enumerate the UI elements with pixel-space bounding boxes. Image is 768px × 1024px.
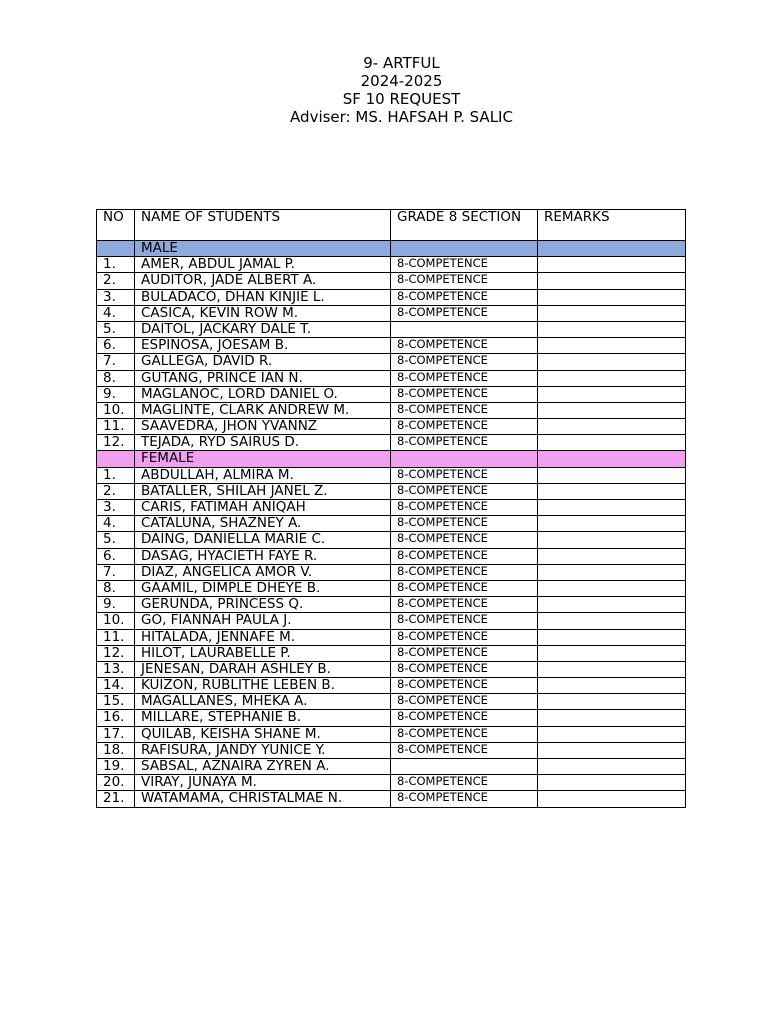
table-row (97, 532, 686, 548)
remarks-cell (538, 742, 686, 758)
student-name: DASAG, HYACIETH FAYE R. (135, 548, 391, 564)
table-row (97, 661, 686, 677)
grade8-section: 8-COMPETENCE (391, 257, 538, 273)
remarks-cell (538, 402, 686, 418)
grade8-section (391, 321, 538, 337)
grade8-section: 8-COMPETENCE (391, 338, 538, 354)
student-name: BATALLER, SHILAH JANEL Z. (135, 483, 391, 499)
student-name: SAAVEDRA, JHON YVANNZ (135, 419, 391, 435)
row-number: 20. (97, 775, 135, 791)
remarks-cell (538, 710, 686, 726)
table-row (97, 386, 686, 402)
remarks-cell (538, 597, 686, 613)
class-name: 9- ARTFUL (363, 54, 440, 72)
row-number: 4. (97, 516, 135, 532)
student-name: AMER, ABDUL JAMAL P. (135, 257, 391, 273)
grade8-section: 8-COMPETENCE (391, 500, 538, 516)
student-name: MILLARE, STEPHANIE B. (135, 710, 391, 726)
row-number: 6. (97, 548, 135, 564)
grade8-section: 8-COMPETENCE (391, 726, 538, 742)
row-number: 15. (97, 694, 135, 710)
group-empty-cell (391, 451, 538, 467)
remarks-cell (538, 338, 686, 354)
student-name: GO, FIANNAH PAULA J. (135, 613, 391, 629)
group-empty-cell (97, 241, 135, 257)
remarks-cell (538, 321, 686, 337)
row-number: 12. (97, 645, 135, 661)
grade8-section: 8-COMPETENCE (391, 483, 538, 499)
remarks-cell (538, 257, 686, 273)
grade8-section: 8-COMPETENCE (391, 516, 538, 532)
row-number: 7. (97, 354, 135, 370)
remarks-cell (538, 354, 686, 370)
column-header-remarks: REMARKS (538, 210, 686, 241)
remarks-cell (538, 629, 686, 645)
table-row (97, 580, 686, 596)
row-number: 7. (97, 564, 135, 580)
table-row (97, 516, 686, 532)
row-number: 5. (97, 321, 135, 337)
student-name: AUDITOR, JADE ALBERT A. (135, 273, 391, 289)
group-label: MALE (135, 241, 391, 257)
table-row (97, 305, 686, 321)
student-name: CATALUNA, SHAZNEY A. (135, 516, 391, 532)
grade8-section: 8-COMPETENCE (391, 791, 538, 807)
table-row (97, 419, 686, 435)
row-number: 1. (97, 467, 135, 483)
row-number: 9. (97, 386, 135, 402)
row-number: 21. (97, 791, 135, 807)
remarks-cell (538, 483, 686, 499)
remarks-cell (538, 694, 686, 710)
column-header-name: NAME OF STUDENTS (135, 210, 391, 241)
table-row (97, 257, 686, 273)
grade8-section: 8-COMPETENCE (391, 305, 538, 321)
student-name: HITALADA, JENNAFE M. (135, 629, 391, 645)
request-title: SF 10 REQUEST (342, 90, 461, 108)
student-name: SABSAL, AZNAIRA ZYREN A. (135, 759, 391, 775)
grade8-section: 8-COMPETENCE (391, 710, 538, 726)
group-empty-cell (538, 241, 686, 257)
row-number: 12. (97, 435, 135, 451)
remarks-cell (538, 419, 686, 435)
student-name: MAGLINTE, CLARK ANDREW M. (135, 402, 391, 418)
remarks-cell (538, 775, 686, 791)
row-number: 3. (97, 289, 135, 305)
remarks-cell (538, 516, 686, 532)
table-row (97, 694, 686, 710)
row-number: 8. (97, 580, 135, 596)
column-header-no: NO (97, 210, 135, 241)
grade8-section: 8-COMPETENCE (391, 532, 538, 548)
student-name: GUTANG, PRINCE IAN N. (135, 370, 391, 386)
student-name: ESPINOSA, JOESAM B. (135, 338, 391, 354)
row-number: 5. (97, 532, 135, 548)
remarks-cell (538, 726, 686, 742)
grade8-section: 8-COMPETENCE (391, 273, 538, 289)
row-number: 3. (97, 500, 135, 516)
student-name: CASICA, KEVIN ROW M. (135, 305, 391, 321)
row-number: 18. (97, 742, 135, 758)
group-row-male (97, 241, 686, 257)
group-empty-cell (538, 451, 686, 467)
column-header-section: GRADE 8 SECTION (391, 210, 538, 241)
table-row (97, 710, 686, 726)
table-row (97, 791, 686, 807)
student-name: VIRAY, JUNAYA M. (135, 775, 391, 791)
table-row (97, 726, 686, 742)
remarks-cell (538, 759, 686, 775)
remarks-cell (538, 548, 686, 564)
table-row (97, 370, 686, 386)
table-row (97, 467, 686, 483)
remarks-cell (538, 564, 686, 580)
remarks-cell (538, 467, 686, 483)
remarks-cell (538, 791, 686, 807)
row-number: 1. (97, 257, 135, 273)
grade8-section: 8-COMPETENCE (391, 580, 538, 596)
group-empty-cell (391, 241, 538, 257)
table-row (97, 645, 686, 661)
table-row (97, 564, 686, 580)
adviser-line: Adviser: MS. HAFSAH P. SALIC (290, 108, 513, 126)
remarks-cell (538, 273, 686, 289)
row-number: 9. (97, 597, 135, 613)
remarks-cell (538, 500, 686, 516)
school-year: 2024-2025 (360, 72, 443, 90)
grade8-section: 8-COMPETENCE (391, 370, 538, 386)
table-row (97, 759, 686, 775)
table-row (97, 338, 686, 354)
grade8-section: 8-COMPETENCE (391, 419, 538, 435)
table-row (97, 548, 686, 564)
grade8-section: 8-COMPETENCE (391, 402, 538, 418)
table-row (97, 629, 686, 645)
student-name: HILOT, LAURABELLE P. (135, 645, 391, 661)
student-name: GALLEGA, DAVID R. (135, 354, 391, 370)
remarks-cell (538, 289, 686, 305)
table-header-row (97, 210, 686, 241)
grade8-section: 8-COMPETENCE (391, 645, 538, 661)
grade8-section: 8-COMPETENCE (391, 775, 538, 791)
row-number: 10. (97, 613, 135, 629)
group-empty-cell (97, 451, 135, 467)
grade8-section: 8-COMPETENCE (391, 597, 538, 613)
row-number: 17. (97, 726, 135, 742)
student-roster-table (96, 209, 686, 808)
student-name: DAITOL, JACKARY DALE T. (135, 321, 391, 337)
grade8-section: 8-COMPETENCE (391, 467, 538, 483)
grade8-section (391, 759, 538, 775)
row-number: 11. (97, 629, 135, 645)
student-name: GERUNDA, PRINCESS Q. (135, 597, 391, 613)
grade8-section: 8-COMPETENCE (391, 435, 538, 451)
row-number: 4. (97, 305, 135, 321)
row-number: 6. (97, 338, 135, 354)
remarks-cell (538, 386, 686, 402)
remarks-cell (538, 661, 686, 677)
table-row (97, 402, 686, 418)
grade8-section: 8-COMPETENCE (391, 386, 538, 402)
row-number: 14. (97, 678, 135, 694)
grade8-section: 8-COMPETENCE (391, 661, 538, 677)
group-row-female (97, 451, 686, 467)
remarks-cell (538, 645, 686, 661)
remarks-cell (538, 532, 686, 548)
table-row (97, 742, 686, 758)
student-name: WATAMAMA, CHRISTALMAE N. (135, 791, 391, 807)
student-name: GAAMIL, DIMPLE DHEYE B. (135, 580, 391, 596)
row-number: 16. (97, 710, 135, 726)
row-number: 2. (97, 273, 135, 289)
remarks-cell (538, 678, 686, 694)
grade8-section: 8-COMPETENCE (391, 629, 538, 645)
remarks-cell (538, 580, 686, 596)
row-number: 8. (97, 370, 135, 386)
table-row (97, 321, 686, 337)
student-name: MAGALLANES, MHEKA A. (135, 694, 391, 710)
student-name: TEJADA, RYD SAIRUS D. (135, 435, 391, 451)
remarks-cell (538, 370, 686, 386)
student-name: DIAZ, ANGELICA AMOR V. (135, 564, 391, 580)
grade8-section: 8-COMPETENCE (391, 564, 538, 580)
student-name: ABDULLAH, ALMIRA M. (135, 467, 391, 483)
grade8-section: 8-COMPETENCE (391, 678, 538, 694)
student-name: QUILAB, KEISHA SHANE M. (135, 726, 391, 742)
student-name: DAING, DANIELLA MARIE C. (135, 532, 391, 548)
table-row (97, 289, 686, 305)
student-name: KUIZON, RUBLITHE LEBEN B. (135, 678, 391, 694)
table-row (97, 597, 686, 613)
group-label: FEMALE (135, 451, 391, 467)
student-name: MAGLANOC, LORD DANIEL O. (135, 386, 391, 402)
table-row (97, 678, 686, 694)
grade8-section: 8-COMPETENCE (391, 289, 538, 305)
table-row (97, 500, 686, 516)
table-row (97, 483, 686, 499)
row-number: 10. (97, 402, 135, 418)
remarks-cell (538, 613, 686, 629)
grade8-section: 8-COMPETENCE (391, 694, 538, 710)
table-row (97, 775, 686, 791)
table-row (97, 354, 686, 370)
row-number: 19. (97, 759, 135, 775)
row-number: 13. (97, 661, 135, 677)
row-number: 2. (97, 483, 135, 499)
table-row (97, 435, 686, 451)
grade8-section: 8-COMPETENCE (391, 742, 538, 758)
student-name: CARIS, FATIMAH ANIQAH (135, 500, 391, 516)
student-name: RAFISURA, JANDY YUNICE Y. (135, 742, 391, 758)
table-row (97, 613, 686, 629)
student-name: JENESAN, DARAH ASHLEY B. (135, 661, 391, 677)
remarks-cell (538, 305, 686, 321)
student-name: BULADACO, DHAN KINJIE L. (135, 289, 391, 305)
grade8-section: 8-COMPETENCE (391, 613, 538, 629)
row-number: 11. (97, 419, 135, 435)
document-header (0, 54, 768, 126)
grade8-section: 8-COMPETENCE (391, 354, 538, 370)
remarks-cell (538, 435, 686, 451)
table-row (97, 273, 686, 289)
grade8-section: 8-COMPETENCE (391, 548, 538, 564)
